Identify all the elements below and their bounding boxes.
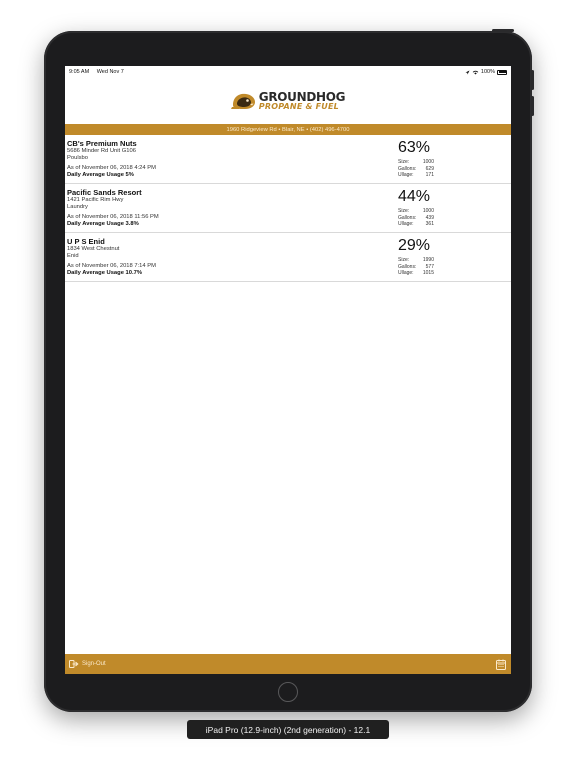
status-date: Wed Nov 7 <box>96 69 124 75</box>
status-time: 9:05 AM <box>69 69 90 75</box>
bottom-toolbar <box>65 654 511 674</box>
tank-percent: 63% <box>398 139 431 156</box>
logo-area <box>65 78 511 124</box>
customer-row[interactable] <box>65 233 511 282</box>
customer-address: 1834 West Chestnut <box>67 246 120 252</box>
stat-ullage <box>398 270 434 277</box>
groundhog-mascot-icon <box>231 91 257 111</box>
customer-name: Pacific Sands Resort <box>67 188 142 197</box>
customer-address: 5686 Minder Rd Unit G106 <box>67 148 136 154</box>
status-right <box>465 69 507 75</box>
stat-label: Ullage: <box>398 221 414 227</box>
stat-value: 629 <box>425 165 434 172</box>
stat-label: Size: <box>398 257 410 263</box>
home-button[interactable] <box>278 682 298 702</box>
top-button <box>492 29 514 32</box>
wifi-icon <box>472 70 479 75</box>
reading-timestamp: As of November 06, 2018 4:24 PM <box>67 165 156 171</box>
stat-label: Gallons: <box>398 214 417 221</box>
stat-value: 171 <box>425 172 434 178</box>
stat-label: Size: <box>398 208 410 214</box>
daily-usage: Daily Average Usage 3.8% <box>67 221 139 227</box>
battery-icon <box>497 70 507 75</box>
company-address-bar: 1960 Ridgeview Rd • Blair, NE • (402) 496-4700 <box>65 124 511 135</box>
tank-stats <box>398 138 434 179</box>
stat-ullage <box>398 221 434 228</box>
stat-label: Ullage: <box>398 270 414 276</box>
groundhog-logo <box>231 91 345 111</box>
simulator-device-label: iPad Pro (12.9-inch) (2nd generation) - 12.1 <box>187 720 389 739</box>
location-icon <box>465 70 470 75</box>
volume-down-button <box>531 96 534 116</box>
calendar-icon[interactable] <box>496 659 506 670</box>
stat-value: 1000 <box>422 208 434 214</box>
logo-title: GROUNDHOG <box>258 90 346 104</box>
customer-city: Poulsbo <box>67 155 88 161</box>
stat-value: 439 <box>425 214 434 221</box>
reading-timestamp: As of November 06, 2018 11:56 PM <box>67 214 159 220</box>
status-left <box>69 69 130 75</box>
stat-value: 1000 <box>422 159 434 165</box>
stat-value: 1015 <box>422 270 434 276</box>
customer-name: CB's Premium Nuts <box>67 139 137 148</box>
daily-usage: Daily Average Usage 10.7% <box>67 270 142 276</box>
customer-city: Laundry <box>67 204 88 210</box>
volume-up-button <box>531 70 534 90</box>
daily-usage: Daily Average Usage 5% <box>67 172 134 178</box>
tank-percent: 44% <box>398 188 431 205</box>
stat-value: 577 <box>425 263 434 270</box>
customer-row[interactable] <box>65 135 511 184</box>
customer-address: 1421 Pacific Rim Hwy <box>67 197 124 203</box>
tank-stats <box>398 236 434 277</box>
stat-value: 1990 <box>422 257 434 263</box>
logo-text <box>259 91 345 111</box>
stat-ullage <box>398 172 434 179</box>
logo-subtitle: PROPANE & FUEL <box>258 102 339 111</box>
stat-value: 361 <box>425 221 434 227</box>
tank-percent: 29% <box>398 237 431 254</box>
app-screen <box>65 66 511 674</box>
stat-label: Gallons: <box>398 263 417 270</box>
stat-label: Ullage: <box>398 172 414 178</box>
stat-label: Size: <box>398 159 410 165</box>
customer-city: Enid <box>67 253 79 259</box>
customer-name: U P S Enid <box>67 237 105 246</box>
sign-out-icon <box>69 660 79 668</box>
status-bar <box>65 66 511 78</box>
customer-list <box>65 135 511 282</box>
stat-label: Gallons: <box>398 165 417 172</box>
customer-row[interactable] <box>65 184 511 233</box>
sign-out-label: Sign-Out <box>82 661 106 667</box>
sign-out-button[interactable] <box>69 660 106 668</box>
tank-stats <box>398 187 434 228</box>
reading-timestamp: As of November 06, 2018 7:14 PM <box>67 263 156 269</box>
battery-percent: 100% <box>480 69 495 75</box>
